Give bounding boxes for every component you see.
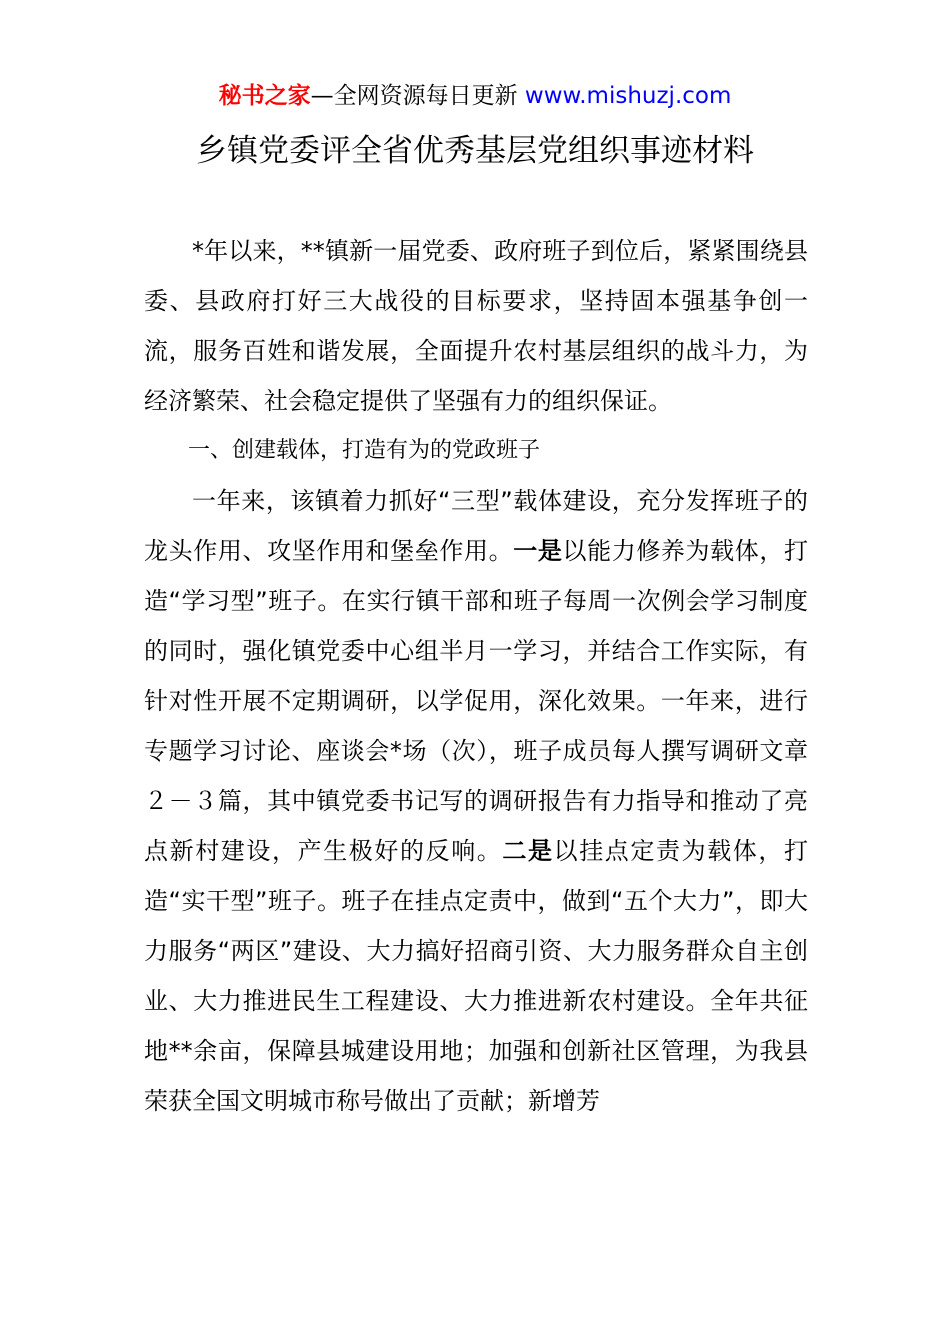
section-1-paragraph [144, 476, 808, 1126]
paragraph-text: 一年来，该镇着力抓好“三型”载体建设，充分发挥班子的龙头作用、攻坚作用和堡垒作用。 [144, 487, 808, 565]
site-header [0, 80, 950, 112]
paragraph-text: 以能力修养为载体，打造“学习型”班子。在实行镇干部和班子每周一次例会学习制度的同时，强化镇党委中心组半月一学习，并结合工作实际，有针对性开展不定期调研，以学促用，深化效果。一年来，进行专题学习讨论、座谈会*场（次），班子成员每人撰写调研文章２－３篇，其中镇党委书记写的调研报告有力指导和推动了亮点新村建设，产生极好的反响。 [144, 537, 809, 865]
intro-paragraph: *年以来，**镇新一届党委、政府班子到位后，紧紧围绕县委、县政府打好三大战役的目标要求，坚持固本强基争创一流，服务百姓和谐发展，全面提升农村基层组织的战斗力，为经济繁荣、社会稳定提供了坚强有力的组织保证。 [144, 237, 808, 415]
document-title: 乡镇党委评全省优秀基层党组织事迹材料 [196, 133, 754, 169]
paragraph-text: 以挂点定责为载体，打造“实干型”班子。班子在挂点定责中，做到“五个大力”，即大力服务“两区”建设、大力搞好招商引资、大力服务群众自主创业、大力推进民生工程建设、大力推进新农村建设。全年共征地**余亩，保障县城建设用地；加强和创新社区管理，为我县荣获全国文明城市称号做出了贡献；新增芳 [144, 837, 809, 1115]
document-body [144, 226, 808, 1126]
site-url-link[interactable]: www.mishuzj.com [524, 83, 732, 109]
section-heading-1: 一、创建载体，打造有为的党政班子 [188, 438, 541, 463]
site-tagline: —全网资源每日更新 [310, 83, 518, 109]
site-brand: 秘书之家 [218, 83, 311, 109]
bold-marker-second: 二是 [502, 837, 554, 865]
bold-marker-first: 一是 [513, 537, 563, 565]
